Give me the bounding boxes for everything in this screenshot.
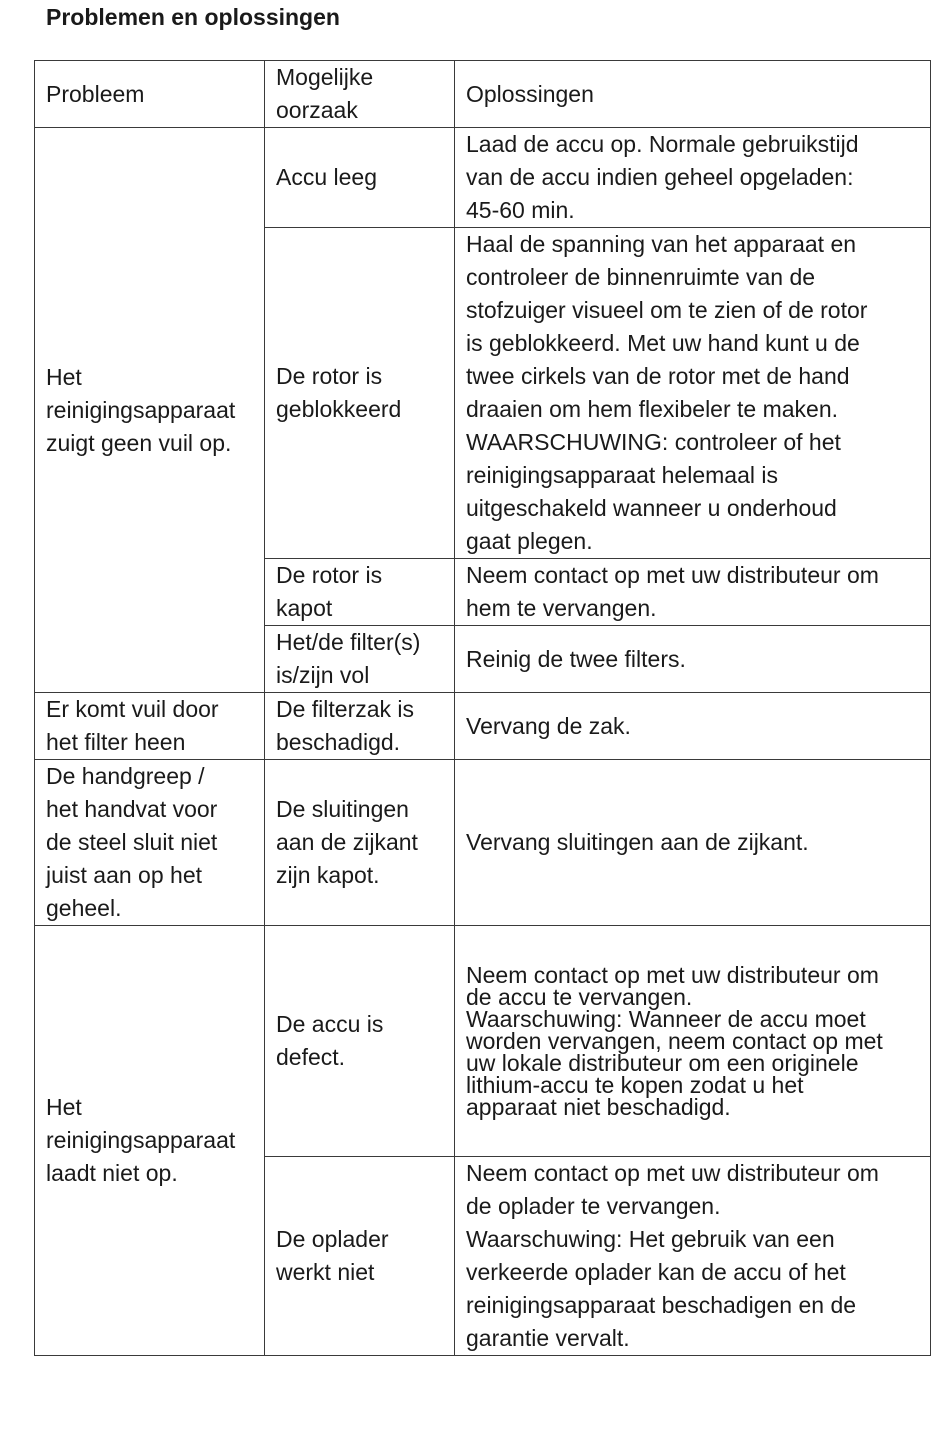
troubleshooting-table: [34, 60, 931, 1356]
solution-cell: Neem contact op met uw distributeur om hem te vervangen.: [455, 559, 931, 626]
problem-cell: Het reinigingsapparaat zuigt geen vuil op.: [35, 128, 265, 693]
problem-cell: Er komt vuil door het filter heen: [35, 693, 265, 760]
cause-cell: De oplader werkt niet: [265, 1157, 455, 1356]
page-title: Problemen en oplossingen: [46, 4, 340, 30]
solution-cell: Neem contact op met uw distributeur om de accu te vervangen. Waarschuwing: Wanneer de accu moet worden vervangen, neem contact op met uw lokale distributeur om een originele lithium-accu te kopen zodat u het apparaat niet beschadigd.: [455, 926, 931, 1157]
solution-cell: Vervang de zak.: [455, 693, 931, 760]
table-row: [35, 760, 931, 926]
cause-cell: Het/de filter(s) is/zijn vol: [265, 626, 455, 693]
solution-cell: Haal de spanning van het apparaat en controleer de binnenruimte van de stofzuiger visueel om te zien of de rotor is geblokkeerd. Met uw hand kunt u de twee cirkels van de rotor met de hand draaien om hem flexibeler te maken. WAARSCHUWING: controleer of het reinigingsapparaat helemaal is uitgeschakeld wanneer u onderhoud gaat plegen.: [455, 228, 931, 559]
cause-cell: De accu is defect.: [265, 926, 455, 1157]
cause-cell: Accu leeg: [265, 128, 455, 228]
problem-cell: De handgreep / het handvat voor de steel sluit niet juist aan op het geheel.: [35, 760, 265, 926]
header-solution: Oplossingen: [455, 61, 931, 128]
solution-cell: Reinig de twee filters.: [455, 626, 931, 693]
header-cause: Mogelijke oorzaak: [265, 61, 455, 128]
solution-cell: Vervang sluitingen aan de zijkant.: [455, 760, 931, 926]
table-header-row: [35, 61, 931, 128]
problem-cell: Het reinigingsapparaat laadt niet op.: [35, 926, 265, 1356]
table-row: [35, 926, 931, 1157]
solution-cell: Neem contact op met uw distributeur om de oplader te vervangen. Waarschuwing: Het gebruik van een verkeerde oplader kan de accu of het reinigingsapparaat beschadigen en de garantie vervalt.: [455, 1157, 931, 1356]
cause-cell: De filterzak is beschadigd.: [265, 693, 455, 760]
cause-cell: De rotor is geblokkeerd: [265, 228, 455, 559]
cause-cell: De sluitingen aan de zijkant zijn kapot.: [265, 760, 455, 926]
solution-cell: Laad de accu op. Normale gebruikstijd van de accu indien geheel opgeladen: 45-60 min.: [455, 128, 931, 228]
table-row: [35, 128, 931, 228]
table-row: [35, 693, 931, 760]
cause-cell: De rotor is kapot: [265, 559, 455, 626]
header-problem: Probleem: [35, 61, 265, 128]
